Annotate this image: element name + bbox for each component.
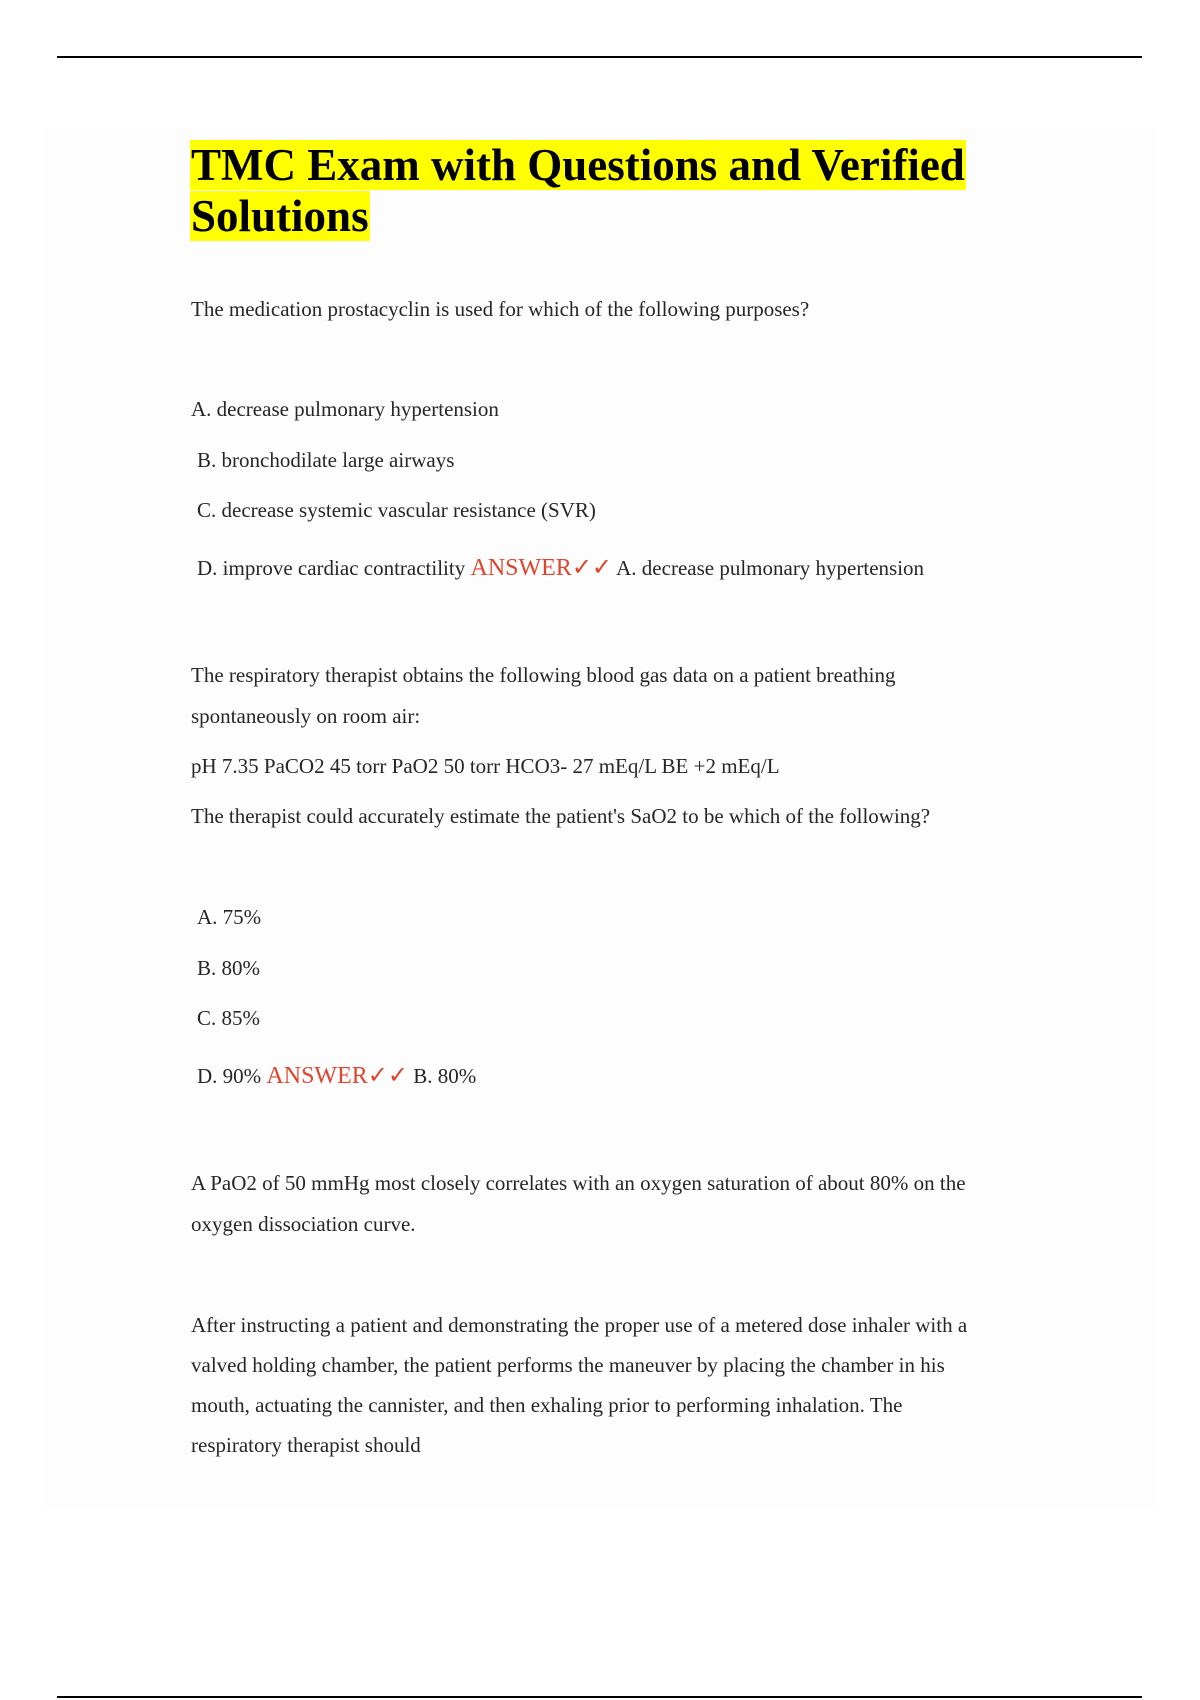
question-1-option-c: C. decrease systemic vascular resistance (SVR) [197,498,596,522]
question-1-option-a: A. decrease pulmonary hypertension [191,397,499,421]
question-2-option-b: B. 80% [197,956,260,980]
question-2-explanation-line-1: A PaO2 of 50 mmHg most closely correlates with an oxygen saturation of about 80% on the [191,1171,966,1195]
question-1-answer-text: A. decrease pulmonary hypertension [616,556,925,580]
question-1-option-b: B. bronchodilate large airways [197,448,455,472]
question-1-answer-label: ANSWER✓✓ [470,555,613,581]
question-2-answer-text: B. 80% [413,1064,477,1088]
question-1-option-d: D. improve cardiac contractility [197,556,466,580]
question-2-option-c: C. 85% [197,1006,260,1030]
question-3-stem-line-1: After instructing a patient and demonstrating the proper use of a metered dose inhaler with a [191,1313,968,1337]
question-2-stem-line-2: spontaneously on room air: [191,704,421,728]
question-2-option-d-line [197,1063,476,1089]
question-3-stem-line-4: respiratory therapist should [191,1433,421,1457]
question-2-answer-label: ANSWER✓✓ [266,1063,408,1089]
bottom-rule [57,1696,1142,1698]
question-2-stem-line-1: The respiratory therapist obtains the following blood gas data on a patient breathing [191,663,896,687]
question-2-option-d: D. 90% [197,1064,262,1088]
question-1-stem: The medication prostacyclin is used for which of the following purposes? [191,297,810,321]
document-title: TMC Exam with Questions and Verified Solutions [191,140,965,241]
top-rule [57,56,1142,58]
question-3-stem-line-2: valved holding chamber, the patient performs the maneuver by placing the chamber in his [191,1353,945,1377]
question-1-option-d-line [197,555,924,581]
question-2-explanation-line-2: oxygen dissociation curve. [191,1212,416,1236]
question-2-option-a: A. 75% [197,905,262,929]
question-2-blood-gas-data: pH 7.35 PaCO2 45 torr PaO2 50 torr HCO3- 27 mEq/L BE +2 mEq/L [191,754,780,778]
question-2-stem-line-4: The therapist could accurately estimate the patient's SaO2 to be which of the following? [191,804,931,828]
question-3-stem-line-3: mouth, actuating the cannister, and then exhaling prior to performing inhalation. The [191,1393,903,1417]
